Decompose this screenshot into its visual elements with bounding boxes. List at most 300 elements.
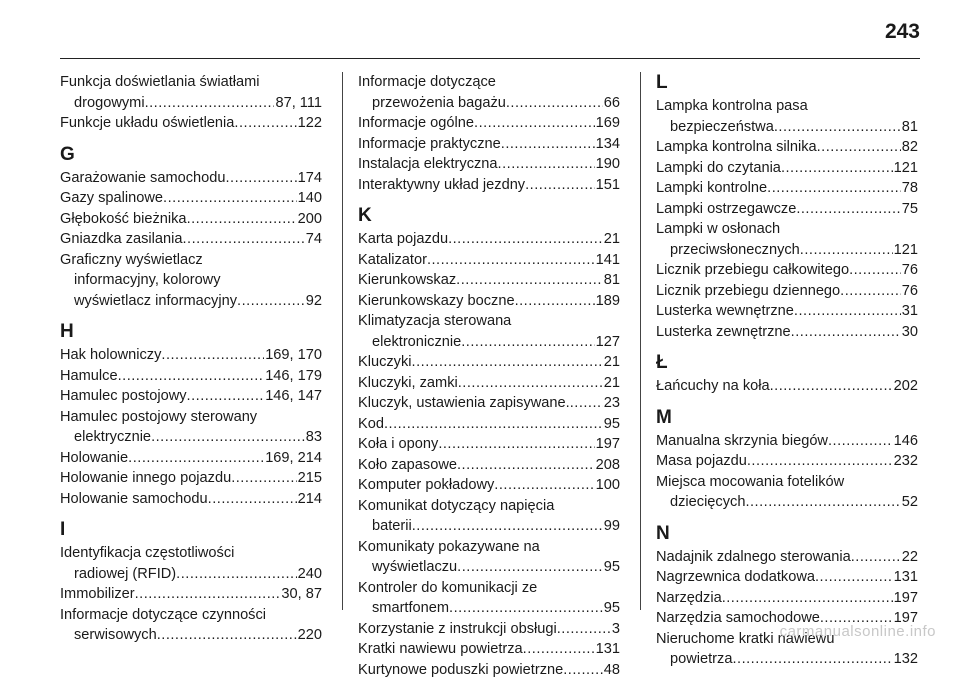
entry-page-ref: 76 [901, 281, 918, 302]
entry-page-ref: 208 [595, 455, 620, 476]
index-entry [656, 376, 918, 397]
index-entry [358, 475, 620, 496]
entry-line [358, 352, 620, 373]
entry-term: wyświetlaczu [372, 557, 457, 578]
entry-term: Narzędzia [656, 588, 722, 609]
dot-leader [745, 492, 900, 513]
entry-term: Lampka kontrolna silnika [656, 137, 817, 158]
entry-term: Lusterka zewnętrzne [656, 322, 791, 343]
entry-line [656, 199, 918, 220]
entry-term: Licznik przebiegu całkowitego [656, 260, 849, 281]
entry-page-ref: 75 [901, 199, 918, 220]
dot-leader [135, 584, 281, 605]
entry-term: Kluczyki [358, 352, 412, 373]
dot-leader [557, 619, 611, 640]
index-entry [358, 154, 620, 175]
entry-term: powietrza [670, 649, 732, 670]
entry-page-ref: 232 [893, 451, 918, 472]
entry-line [656, 96, 918, 117]
entry-line [358, 270, 620, 291]
index-entry [60, 229, 322, 250]
index-entry [358, 619, 620, 640]
dot-leader [145, 93, 275, 114]
entry-line [358, 455, 620, 476]
entry-page-ref: 141 [595, 250, 620, 271]
index-column-3 [656, 72, 918, 670]
index-column-1 [60, 72, 322, 646]
entry-term: Hamulec postojowy sterowany [60, 407, 257, 428]
entry-term: Lampka kontrolna pasa [656, 96, 808, 117]
entry-line [358, 229, 620, 250]
index-entry [656, 137, 918, 158]
entry-term: Identyfikacja częstotliwości [60, 543, 234, 564]
entry-term: Koło zapasowe [358, 455, 457, 476]
index-entry [358, 537, 620, 578]
dot-leader [791, 322, 901, 343]
entry-line [358, 134, 620, 155]
entry-page-ref: 169, 214 [264, 448, 322, 469]
index-entry [656, 472, 918, 513]
entry-term: Informacje dotyczące czynności [60, 605, 266, 626]
entry-page-ref: 200 [297, 209, 322, 230]
dot-leader [523, 639, 595, 660]
entry-line [358, 475, 620, 496]
dot-leader [461, 332, 594, 353]
entry-line [656, 451, 918, 472]
entry-page-ref: 21 [603, 373, 620, 394]
index-column-2 [358, 72, 620, 680]
index-entry [358, 175, 620, 196]
index-entry [358, 113, 620, 134]
entry-line [656, 547, 918, 568]
index-entry [656, 322, 918, 343]
dot-leader [774, 117, 901, 138]
entry-line [60, 93, 322, 114]
entry-term: Hamulec postojowy [60, 386, 187, 407]
dot-leader [849, 260, 901, 281]
entry-page-ref: 23 [603, 393, 620, 414]
entry-term: Nagrzewnica dodatkowa [656, 567, 815, 588]
entry-line [60, 229, 322, 250]
index-entry [656, 260, 918, 281]
dot-leader [796, 199, 900, 220]
index-entry [656, 199, 918, 220]
entry-term: Kluczyki, zamki [358, 373, 458, 394]
entry-term: Instalacja elektryczna [358, 154, 498, 175]
entry-line [656, 649, 918, 670]
entry-term: Karta pojazdu [358, 229, 448, 250]
index-entry [60, 543, 322, 584]
entry-line [60, 489, 322, 510]
entry-term: Lampki ostrzegawcze [656, 199, 796, 220]
entry-line [358, 496, 620, 517]
index-entry [656, 96, 918, 137]
index-entry [358, 352, 620, 373]
entry-term: Kierunkowskaz [358, 270, 456, 291]
dot-leader [237, 291, 305, 312]
entry-line [60, 366, 322, 387]
entry-term: drogowymi [74, 93, 145, 114]
entry-page-ref: 169, 170 [264, 345, 322, 366]
entry-term: Kierunkowskazy boczne [358, 291, 515, 312]
column-divider-2 [640, 72, 641, 610]
entry-line [358, 619, 620, 640]
section-letter: K [358, 205, 620, 227]
entry-term: Lampki w osłonach [656, 219, 780, 240]
entry-page-ref: 151 [595, 175, 620, 196]
entry-line [60, 209, 322, 230]
entry-page-ref: 131 [893, 567, 918, 588]
dot-leader [747, 451, 893, 472]
index-entry [60, 448, 322, 469]
entry-term: Koła i opony [358, 434, 438, 455]
dot-leader [449, 598, 603, 619]
entry-line [358, 557, 620, 578]
section-letter: Ł [656, 352, 918, 374]
entry-page-ref: 146, 179 [264, 366, 322, 387]
entry-page-ref: 146, 147 [264, 386, 322, 407]
dot-leader [161, 345, 264, 366]
entry-line [656, 376, 918, 397]
entry-term: radiowej (RFID) [74, 564, 176, 585]
entry-line [60, 625, 322, 646]
entry-line [60, 605, 322, 626]
dot-leader [438, 434, 594, 455]
entry-page-ref: 52 [901, 492, 918, 513]
index-entry [358, 134, 620, 155]
entry-term: Komunikaty pokazywane na [358, 537, 540, 558]
dot-leader [412, 516, 603, 537]
entry-line [656, 472, 918, 493]
entry-term: Informacje praktyczne [358, 134, 501, 155]
entry-line [60, 168, 322, 189]
dot-leader [231, 468, 296, 489]
dot-leader [800, 240, 893, 261]
entry-term: Kod [358, 414, 384, 435]
index-entry [358, 270, 620, 291]
entry-page-ref: 215 [297, 468, 322, 489]
dot-leader [501, 134, 595, 155]
index-entry [358, 414, 620, 435]
entry-line [358, 72, 620, 93]
entry-term: Komunikat dotyczący napięcia [358, 496, 554, 517]
entry-term: Holowanie samochodu [60, 489, 208, 510]
entry-page-ref: 99 [603, 516, 620, 537]
entry-page-ref: 174 [297, 168, 322, 189]
entry-page-ref: 197 [893, 608, 918, 629]
column-divider-1 [342, 72, 343, 610]
entry-term: Funkcje układu oświetlenia [60, 113, 234, 134]
index-entry [60, 386, 322, 407]
dot-leader [498, 154, 595, 175]
entry-line [656, 281, 918, 302]
entry-term: Komputer pokładowy [358, 475, 494, 496]
index-entry [656, 281, 918, 302]
entry-term: Hamulce [60, 366, 118, 387]
entry-page-ref: 83 [305, 427, 322, 448]
entry-term: Interaktywny układ jezdny [358, 175, 525, 196]
entry-term: Korzystanie z instrukcji obsługi [358, 619, 557, 640]
dot-leader [187, 209, 297, 230]
entry-page-ref: 74 [305, 229, 322, 250]
dot-leader [851, 547, 901, 568]
dot-leader [458, 373, 603, 394]
dot-leader [187, 386, 265, 407]
index-entry [656, 219, 918, 260]
dot-leader [817, 137, 901, 158]
dot-leader [163, 188, 297, 209]
entry-line [656, 158, 918, 179]
index-entry [358, 578, 620, 619]
entry-line [358, 311, 620, 332]
index-entry [358, 434, 620, 455]
entry-line [358, 660, 620, 680]
entry-page-ref: 121 [893, 240, 918, 261]
entry-page-ref: 132 [893, 649, 918, 670]
entry-line [656, 178, 918, 199]
entry-line [60, 564, 322, 585]
entry-page-ref: 127 [595, 332, 620, 353]
entry-term: smartfonem [372, 598, 449, 619]
entry-term: Klimatyzacja sterowana [358, 311, 511, 332]
entry-page-ref: 21 [603, 229, 620, 250]
index-entry [656, 431, 918, 452]
index-entry [60, 468, 322, 489]
entry-line [358, 93, 620, 114]
dot-leader [151, 427, 305, 448]
entry-line [60, 584, 322, 605]
entry-line [60, 188, 322, 209]
entry-term: Masa pojazdu [656, 451, 747, 472]
entry-page-ref: 81 [603, 270, 620, 291]
entry-term: Immobilizer [60, 584, 135, 605]
entry-term: serwisowych [74, 625, 157, 646]
entry-page-ref: 134 [595, 134, 620, 155]
entry-line [358, 434, 620, 455]
entry-term: przeciwsłonecznych [670, 240, 800, 261]
entry-line [656, 260, 918, 281]
entry-line [358, 175, 620, 196]
entry-page-ref: 197 [893, 588, 918, 609]
entry-page-ref: 92 [305, 291, 322, 312]
index-entry [358, 455, 620, 476]
entry-page-ref: 21 [603, 352, 620, 373]
entry-line [60, 291, 322, 312]
dot-leader [828, 431, 893, 452]
entry-line [60, 72, 322, 93]
index-entry [60, 113, 322, 134]
dot-leader [412, 352, 603, 373]
dot-leader [456, 270, 603, 291]
index-entry [60, 72, 322, 113]
dot-leader [157, 625, 297, 646]
entry-line [60, 113, 322, 134]
index-entry [358, 229, 620, 250]
dot-leader [840, 281, 901, 302]
dot-leader [128, 448, 264, 469]
dot-leader [176, 564, 296, 585]
dot-leader [448, 229, 603, 250]
entry-line [60, 386, 322, 407]
entry-term: Funkcja doświetlania światłami [60, 72, 260, 93]
index-entry [358, 639, 620, 660]
index-entry [656, 567, 918, 588]
entry-term: Lusterka wewnętrzne [656, 301, 794, 322]
index-entry [60, 407, 322, 448]
entry-line [358, 373, 620, 394]
watermark-footer: carmanualsonline.info [780, 623, 936, 640]
entry-term: dziecięcych [670, 492, 745, 513]
entry-page-ref: 240 [297, 564, 322, 585]
entry-page-ref: 197 [595, 434, 620, 455]
entry-term: Kurtynowe poduszki powietrzne [358, 660, 563, 680]
index-entry [60, 345, 322, 366]
entry-line [358, 578, 620, 599]
entry-page-ref: 30 [901, 322, 918, 343]
entry-line [656, 117, 918, 138]
entry-line [656, 431, 918, 452]
entry-term: baterii [372, 516, 412, 537]
entry-term: elektronicznie [372, 332, 461, 353]
header-rule [60, 58, 920, 59]
entry-term: bezpieczeństwa [670, 117, 774, 138]
entry-line [358, 332, 620, 353]
section-letter: N [656, 523, 918, 545]
entry-line [60, 250, 322, 271]
entry-term: elektrycznie [74, 427, 151, 448]
dot-leader [118, 366, 265, 387]
entry-line [358, 598, 620, 619]
dot-leader [815, 567, 893, 588]
entry-line [358, 537, 620, 558]
dot-leader [183, 229, 305, 250]
dot-leader [234, 113, 296, 134]
entry-term: Graficzny wyświetlacz [60, 250, 203, 271]
entry-term: Garażowanie samochodu [60, 168, 226, 189]
entry-page-ref: 146 [893, 431, 918, 452]
entry-page-ref: 66 [603, 93, 620, 114]
entry-line [656, 240, 918, 261]
entry-term: Gazy spalinowe [60, 188, 163, 209]
entry-line [656, 219, 918, 240]
index-entry [60, 188, 322, 209]
entry-page-ref: 122 [297, 113, 322, 134]
entry-line [358, 639, 620, 660]
entry-page-ref: 82 [901, 137, 918, 158]
entry-line [358, 516, 620, 537]
entry-line [60, 270, 322, 291]
dot-leader [722, 588, 893, 609]
dot-leader [767, 178, 901, 199]
entry-line [358, 250, 620, 271]
dot-leader [384, 414, 603, 435]
entry-page-ref: 100 [595, 475, 620, 496]
entry-term: przewożenia bagażu [372, 93, 506, 114]
entry-line [60, 407, 322, 428]
index-entry [60, 489, 322, 510]
index-entry [358, 373, 620, 394]
entry-term: Manualna skrzynia biegów [656, 431, 828, 452]
dot-leader [457, 455, 595, 476]
page-number: 243 [885, 20, 920, 44]
dot-leader [525, 175, 595, 196]
dot-leader [208, 489, 297, 510]
entry-line [656, 567, 918, 588]
entry-term: Łańcuchy na koła [656, 376, 770, 397]
entry-term: Kontroler do komunikacji ze [358, 578, 537, 599]
index-entry [656, 451, 918, 472]
entry-term: Nadajnik zdalnego sterowania [656, 547, 851, 568]
entry-line [656, 301, 918, 322]
section-letter: M [656, 407, 918, 429]
entry-term: Licznik przebiegu dziennego [656, 281, 840, 302]
index-entry [656, 547, 918, 568]
section-letter: I [60, 519, 322, 541]
section-letter: H [60, 321, 322, 343]
entry-page-ref: 169 [595, 113, 620, 134]
entry-page-ref: 190 [595, 154, 620, 175]
index-entry [358, 660, 620, 680]
dot-leader [570, 393, 603, 414]
dot-leader [506, 93, 603, 114]
section-letter: G [60, 144, 322, 166]
index-entry [656, 588, 918, 609]
index-entry [656, 178, 918, 199]
entry-page-ref: 87, 111 [274, 93, 322, 114]
entry-line [656, 588, 918, 609]
entry-term: Nieruchome kratki nawiewu [656, 629, 834, 650]
entry-page-ref: 81 [901, 117, 918, 138]
entry-page-ref: 95 [603, 414, 620, 435]
index-entry [358, 250, 620, 271]
entry-line [60, 468, 322, 489]
dot-leader [494, 475, 594, 496]
index-entry [358, 393, 620, 414]
dot-leader [474, 113, 595, 134]
entry-line [656, 137, 918, 158]
entry-page-ref: 30, 87 [280, 584, 322, 605]
section-letter: L [656, 72, 918, 94]
entry-term: Lampki kontrolne [656, 178, 767, 199]
entry-term: Hak holowniczy [60, 345, 161, 366]
entry-line [358, 393, 620, 414]
index-entry [60, 584, 322, 605]
dot-leader [457, 557, 603, 578]
entry-line [358, 113, 620, 134]
entry-term: Katalizator [358, 250, 427, 271]
dot-leader [563, 660, 603, 680]
index-entry [60, 209, 322, 230]
entry-term: Informacje ogólne [358, 113, 474, 134]
entry-term: Kluczyk, ustawienia zapisywane. [358, 393, 570, 414]
index-entry [60, 250, 322, 312]
entry-page-ref: 22 [901, 547, 918, 568]
entry-term: wyświetlacz informacyjny [74, 291, 237, 312]
entry-line [60, 543, 322, 564]
entry-page-ref: 31 [901, 301, 918, 322]
entry-page-ref: 95 [603, 557, 620, 578]
index-entry [358, 311, 620, 352]
dot-leader [732, 649, 892, 670]
entry-term: Holowanie innego pojazdu [60, 468, 231, 489]
entry-term: Miejsca mocowania fotelików [656, 472, 844, 493]
index-entry [60, 168, 322, 189]
entry-term: informacyjny, kolorowy [74, 270, 221, 291]
entry-term: Lampki do czytania [656, 158, 781, 179]
entry-line [60, 345, 322, 366]
entry-line [656, 322, 918, 343]
dot-leader [226, 168, 297, 189]
